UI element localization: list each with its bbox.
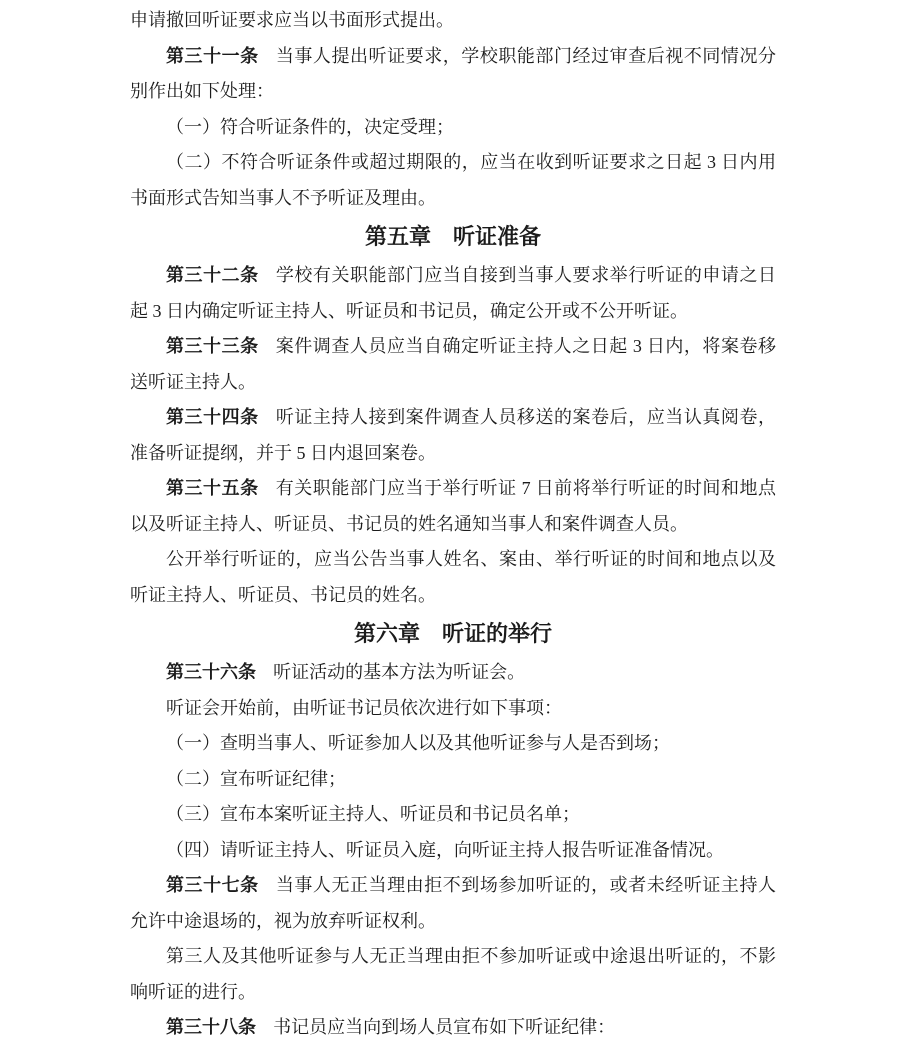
paragraph-text: 听证活动的基本方法为听证会。	[273, 662, 526, 682]
article-34-number: 第三十四条	[166, 407, 259, 427]
paragraph-text: （二）宣布听证纪律；	[166, 768, 346, 789]
paragraph-third-party-absence	[130, 939, 776, 1010]
paragraph-text: 听证会开始前，由听证书记员依次进行如下事项：	[166, 697, 562, 718]
paragraph-withdraw-request-continuation	[130, 3, 776, 39]
paragraph-public-hearing-notice	[130, 542, 776, 613]
paragraph-text: 书记员应当向到场人员宣布如下听证纪律：	[273, 1017, 616, 1037]
paragraph-text: （三）宣布本案听证主持人、听证员和书记员名单；	[166, 804, 580, 824]
list-item-36-2	[130, 762, 776, 798]
chapter-6-heading: 第六章 听证的举行	[353, 621, 552, 646]
paragraph-text: 当事人无正当理由拒不到场参加听证的，或者未经听证主持人允许中途退场的，视为放弃听证权利。	[130, 875, 777, 931]
paragraph-article-36	[130, 655, 776, 691]
paragraph-article-38	[130, 1010, 776, 1046]
list-item-36-3	[130, 797, 776, 833]
list-item-31-1	[130, 110, 776, 146]
paragraph-text: 有关职能部门应当于举行听证 7 日前将举行听证的时间和地点以及听证主持人、听证员、书记员的姓名通知当事人和案件调查人员。	[130, 478, 777, 534]
article-31-number: 第三十一条	[166, 45, 259, 66]
paragraph-text: （四）请听证主持人、听证员入庭，向听证主持人报告听证准备情况。	[166, 839, 724, 860]
paragraph-text: （一）符合听证条件的，决定受理；	[166, 116, 454, 137]
article-33-number: 第三十三条	[166, 336, 259, 356]
paragraph-article-35	[130, 471, 776, 542]
paragraph-before-hearing-steps	[130, 691, 776, 727]
paragraph-article-33	[130, 329, 776, 400]
paragraph-text: 听证主持人接到案件调查人员移送的案卷后，应当认真阅卷，准备听证提纲，并于 5 日内退回案卷。	[130, 407, 777, 463]
paragraph-text: 当事人提出听证要求，学校职能部门经过审查后视不同情况分别作出如下处理：	[130, 45, 777, 101]
list-item-31-2	[130, 145, 776, 216]
paragraph-text: 案件调查人员应当自确定听证主持人之日起 3 日内，将案卷移送听证主持人。	[130, 336, 777, 392]
paragraph-article-34	[130, 400, 776, 471]
paragraph-article-37	[130, 868, 776, 939]
paragraph-text: 第三人及其他听证参与人无正当理由拒不参加听证或中途退出听证的，不影响听证的进行。	[130, 946, 776, 1002]
article-32-number: 第三十二条	[166, 265, 259, 285]
paragraph-article-31	[130, 39, 776, 110]
list-item-36-4	[130, 833, 776, 869]
paragraph-text: （一）查明当事人、听证参加人以及其他听证参与人是否到场；	[166, 733, 670, 753]
paragraph-text: 申请撤回听证要求应当以书面形式提出。	[130, 10, 454, 30]
list-item-36-1	[130, 726, 776, 762]
article-37-number: 第三十七条	[166, 875, 259, 895]
paragraph-text: （二）不符合听证条件或超过期限的，应当在收到听证要求之日起 3 日内用书面形式告知当事人不予听证及理由。	[130, 152, 776, 208]
article-36-number: 第三十六条	[166, 662, 256, 682]
article-35-number: 第三十五条	[166, 478, 259, 498]
chapter-5-heading: 第五章 听证准备	[364, 224, 541, 249]
paragraph-text: 学校有关职能部门应当自接到当事人要求举行听证的申请之日起 3 日内确定听证主持人、听证员和书记员，确定公开或不公开听证。	[130, 265, 777, 321]
article-38-number: 第三十八条	[166, 1017, 256, 1037]
paragraph-article-32	[130, 258, 776, 329]
paragraph-text: 公开举行听证的，应当公告当事人姓名、案由、举行听证的时间和地点以及听证主持人、听证员、书记员的姓名。	[130, 549, 776, 605]
